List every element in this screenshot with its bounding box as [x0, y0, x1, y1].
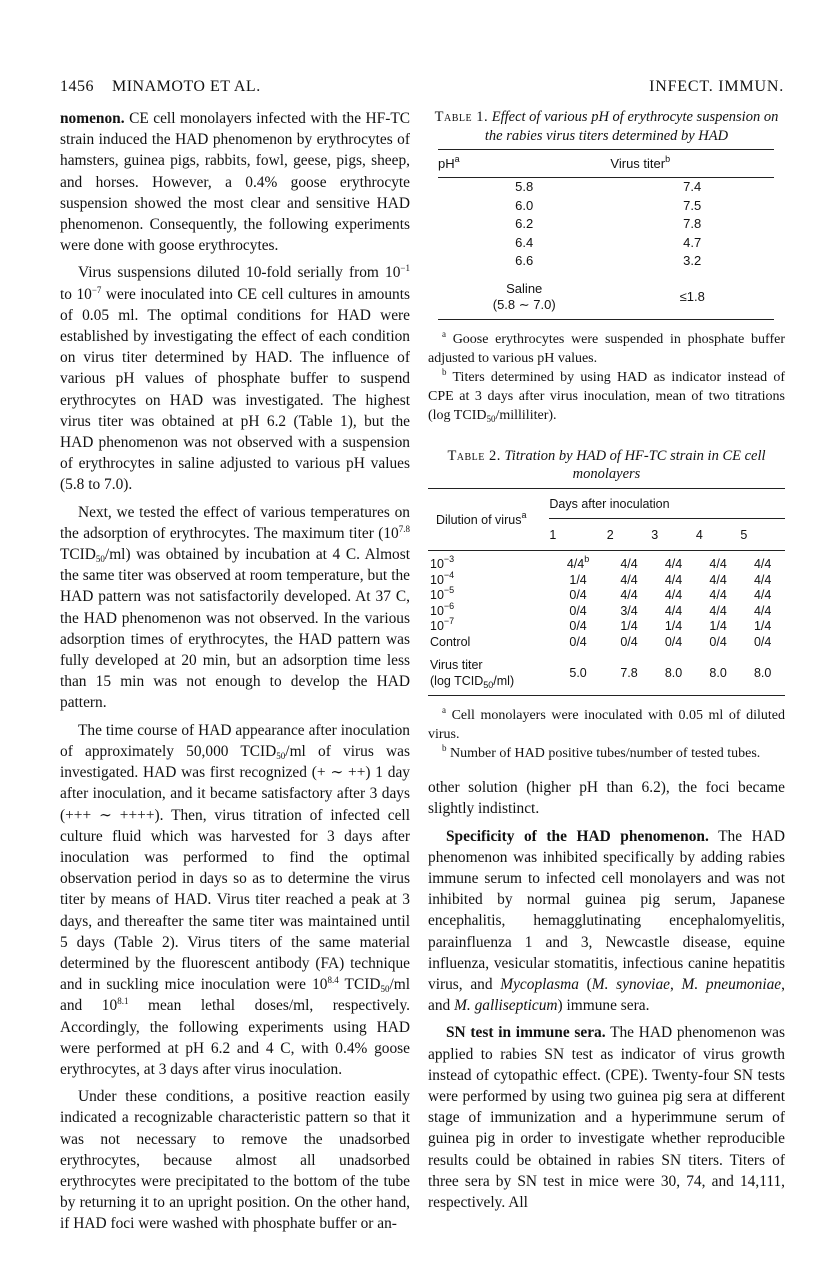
table-row: 5.8 7.4	[515, 179, 702, 195]
table1-header-ph: $pH^a$	[438, 150, 610, 178]
table-row: 6.6 3.2	[515, 253, 702, 269]
table2-day: 4	[696, 518, 741, 550]
table-row: $10^{-4}$ 1/4 4/4 4/4 4/4 4/4	[430, 569, 772, 587]
table1-footnotes: $^a$ Goose erythrocytes were suspended in phosphate buffer adjusted to various pH values. $^b$ Titers determined by using HAD as indicator instead of CPE at 3 days after virus inoculation, mean of two titrations (log $TCID_{50}/milliliter$).	[428, 328, 785, 424]
paragraph-specificity: Specificity of the HAD phenomenon. The HAD phenomenon was inhibited specifically by adding rabies immune serum to infected cell monolayers and was not inhibited by normal guinea pig serum, Japanese encephalitis, hemagglutinating encephalomyelitis, parainfluenza 1 and 3, Newcastle disease, equine influenza, vesicular stomatitis, infectious canine hepatitis virus, and Mycoplasma (M. synoviae, M. pneumoniae, and M. gallisepticum) immune sera.	[428, 827, 785, 1015]
table2-header-dilution: Dilution of virus$^a$	[428, 488, 549, 550]
page-number: 1456	[60, 78, 94, 95]
paragraph-conditions: Under these conditions, a positive reaction easily indicated a recognizable characteristic pattern so that it was not necessary to remove the unadsorbed erythrocytes, because almost all unadsorbed erythrocytes were precipitated to the bottom of the tube by returning it to an upright position. On the other hand, if HAD foci were washed with phosphate buffer or an-	[60, 1088, 410, 1233]
paragraph-dilution: Virus suspensions diluted 10-fold serially from $10^{-1}$ to $10^{-7}$ were inoculated into CE cell cultures in amounts of 0.05 ml. The optimal conditions for HAD were established by investigating the effect of each condition on virus titer determined by HAD. The influence of various pH values of phosphate buffer to suspend erythrocytes on HAD was investigated. The highest virus titer was obtained at pH 6.2 (Table 1), but the HAD phenomenon was not observed with a suspension of erythrocytes in saline adjusted to various pH values (5.8 to 7.0).	[60, 263, 410, 494]
table-row: 6.2 7.8	[515, 216, 702, 232]
paragraph-temperature: Next, we tested the effect of various temperatures on the adsorption of erythrocytes. The maximum titer ($10^{7.8}$ $TCID_{50}/ml$) was obtained by incubation at 4 C. Almost the same titer was observed at room temperature, but the HAD pattern was not satisfactorily developed. At 37 C, the HAD phenomenon was not observed. In the various adsorption times of erythrocytes, the HAD pattern was fully developed at 20 min, but an adsorption time less than 15 min was not enough to develop the HAD pattern.	[60, 503, 410, 712]
table2-day: 5	[740, 518, 785, 550]
table-row-saline: Saline (5.8 ∼ 7.0) ≤1.8	[438, 271, 774, 320]
table-row: $10^{-7}$ 0/4 1/4 1/4 1/4 1/4	[430, 616, 772, 634]
left-column	[60, 108, 410, 1235]
table-row: $10^{-3}$ 4/4$^b$ 4/4 4/4 4/4 4/4	[430, 554, 772, 572]
table-row: $10^{-6}$ 0/4 3/4 4/4 4/4 4/4	[430, 600, 772, 618]
table1-header-titer: Virus titer$^b$	[610, 150, 774, 178]
paragraph-time-course: The time course of HAD appearance after inoculation of approximately 50,000 $TCID_{50}/ml$ of virus was investigated. HAD was first recognized (+ ∼ ++) 1 day after inoculation, and it became satisfactory after 3 days (+++ ∼ ++++). Then, virus titration of infected cell culture fluid which was harvested for 3 days after inoculation was performed to find the optimal observation period in days so as to determine the virus titer by means of HAD. Virus titer reached a peak at 3 days, and thereafter the same titer was maintained until 5 days (Table 2). Virus titers of the same material determined by the fluorescent antibody (FA) technique and in suckling mice inoculation were $10^{8.4}$ $TCID_{50}/ml$ and $10^{8.1}$ mean lethal doses/ml, respectively. Accordingly, the following experiments using HAD were performed at pH 6.2 and 4 C, with 0.4% goose erythrocytes, at 3 days after virus inoculation.	[60, 721, 410, 1078]
table1	[438, 149, 774, 320]
section-heading-specificity: Specificity of the HAD phenomenon.	[446, 827, 709, 845]
table1-caption: Table 1. Effect of various pH of erythrocyte suspension on the rabies virus titers determined by HAD	[434, 109, 779, 144]
table2-footnotes: $^a$ Cell monolayers were inoculated with 0.05 ml of diluted virus. $^b$ Number of HAD positive tubes/number of tested tubes.	[428, 705, 785, 762]
paragraph-intro: nomenon. CE cell monolayers infected with the HF-TC strain induced the HAD phenomenon by erythrocytes of hamsters, guinea pigs, rabbits, fowl, geese, pigs, sheep, and horses. However, a 0.4% goose erythrocyte suspension showed the most clear and sensitive HAD phenomenon. Consequently, the following experiments were done with goose erythrocytes.	[60, 110, 410, 255]
table2-day: 2	[607, 518, 652, 550]
paragraph-sn-test: SN test in immune sera. The HAD phenomenon was applied to rabies SN test as indicator of virus growth instead of cytopathic effect. (CPE). Twenty-four SN tests were performed by using two guinea pig sera at different stage of immunization and a hyperimmune serum of guinea pig in order to investigate whether reproducible results could be obtained in rabies SN titers. Titers of three sera by SN test in mice were 30, 74, and 14,111, respectively. All	[428, 1024, 785, 1211]
table-row-titer: Virus titer (log $TCID_{50}/ml$) 5.0 7.8 8.0 8.0 8.0	[428, 650, 785, 696]
page-header	[60, 78, 784, 102]
table2-header-days: Days after inoculation	[549, 488, 785, 518]
table2	[428, 488, 785, 696]
table2-caption: Table 2. Titration by HAD of HF-TC strain in CE cell monolayers	[447, 447, 766, 483]
right-column	[428, 108, 785, 1213]
table-row: 6.0 7.5	[515, 197, 702, 213]
paragraph-continued: other solution (higher pH than 6.2), the foci became slightly indistinct.	[428, 779, 785, 818]
running-authors: MINAMOTO ET AL.	[112, 78, 261, 95]
table-row: 6.4 4.7	[515, 234, 702, 250]
table2-day: 1	[549, 518, 606, 550]
table2-day: 3	[651, 518, 696, 550]
section-heading-sn-test: SN test in immune sera.	[446, 1024, 606, 1042]
journal-name: INFECT. IMMUN.	[649, 78, 784, 95]
table-row-control: Control 0/4 0/4 0/4 0/4 0/4	[430, 634, 772, 649]
paragraph-lead: nomenon.	[60, 110, 125, 127]
table-row: $10^{-5}$ 0/4 4/4 4/4 4/4 4/4	[430, 585, 772, 603]
